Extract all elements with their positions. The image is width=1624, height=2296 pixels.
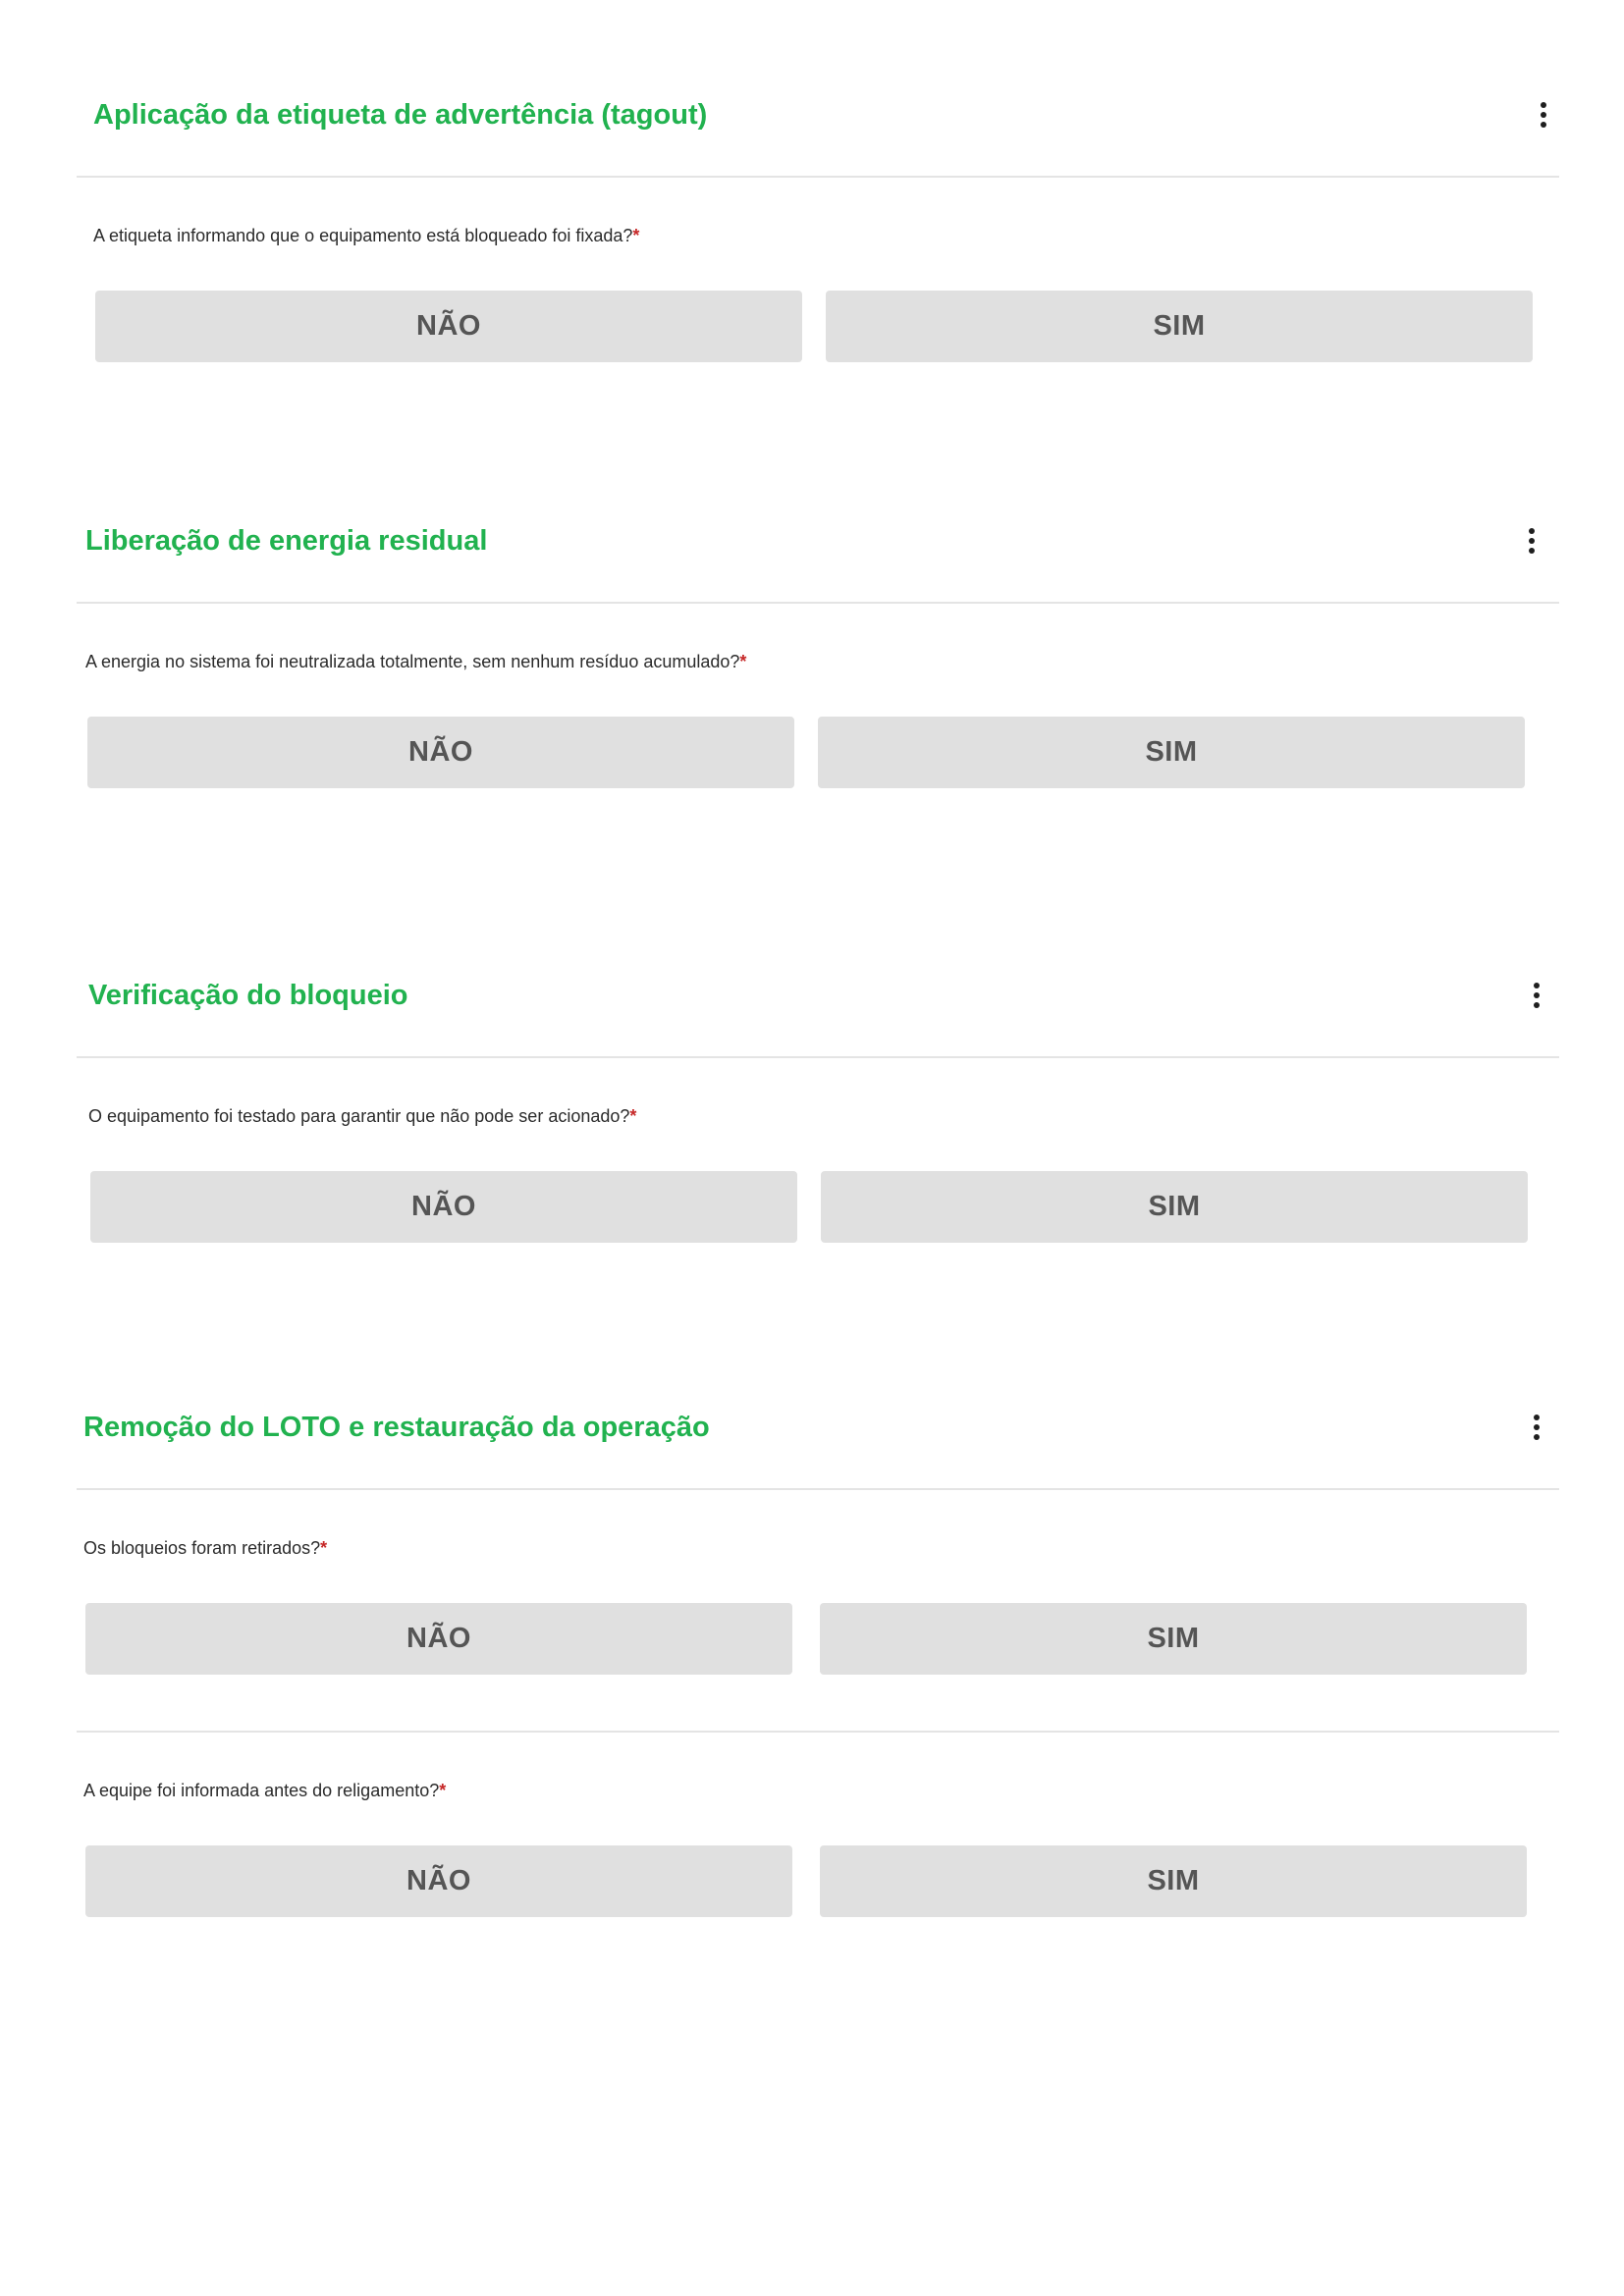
divider [77, 602, 1559, 604]
option-nao-button[interactable]: NÃO [85, 1845, 792, 1917]
option-nao-button[interactable]: NÃO [95, 291, 802, 362]
question-label: A equipe foi informada antes do religamento?* [83, 1781, 447, 1800]
section-title: Remoção do LOTO e restauração da operação [83, 1412, 710, 1443]
option-sim-button[interactable]: SIM [826, 291, 1533, 362]
option-nao-button[interactable]: NÃO [87, 717, 794, 788]
question-label: O equipamento foi testado para garantir que não pode ser acionado?* [88, 1106, 637, 1126]
required-marker: * [439, 1781, 447, 1800]
option-sim-button[interactable]: SIM [820, 1845, 1527, 1917]
section-title: Verificação do bloqueio [88, 980, 408, 1011]
question-label: A etiqueta informando que o equipamento está bloqueado foi fixada?* [93, 226, 640, 245]
required-marker: * [320, 1538, 328, 1558]
divider [77, 176, 1559, 178]
required-marker: * [632, 226, 640, 245]
question-label: A energia no sistema foi neutralizada totalmente, sem nenhum resíduo acumulado?* [85, 652, 747, 671]
option-sim-button[interactable]: SIM [821, 1171, 1528, 1243]
more-vertical-icon[interactable] [1525, 1410, 1548, 1445]
divider [77, 1731, 1559, 1733]
option-sim-button[interactable]: SIM [818, 717, 1525, 788]
section-title: Aplicação da etiqueta de advertência (tagout) [93, 99, 708, 131]
more-vertical-icon[interactable] [1525, 978, 1548, 1013]
question-label: Os bloqueios foram retirados?* [83, 1538, 328, 1558]
section-title: Liberação de energia residual [85, 525, 488, 557]
option-sim-button[interactable]: SIM [820, 1603, 1527, 1675]
option-nao-button[interactable]: NÃO [90, 1171, 797, 1243]
more-vertical-icon[interactable] [1532, 97, 1555, 133]
required-marker: * [739, 652, 747, 671]
required-marker: * [629, 1106, 637, 1126]
option-nao-button[interactable]: NÃO [85, 1603, 792, 1675]
divider [77, 1488, 1559, 1490]
more-vertical-icon[interactable] [1520, 523, 1543, 559]
divider [77, 1056, 1559, 1058]
